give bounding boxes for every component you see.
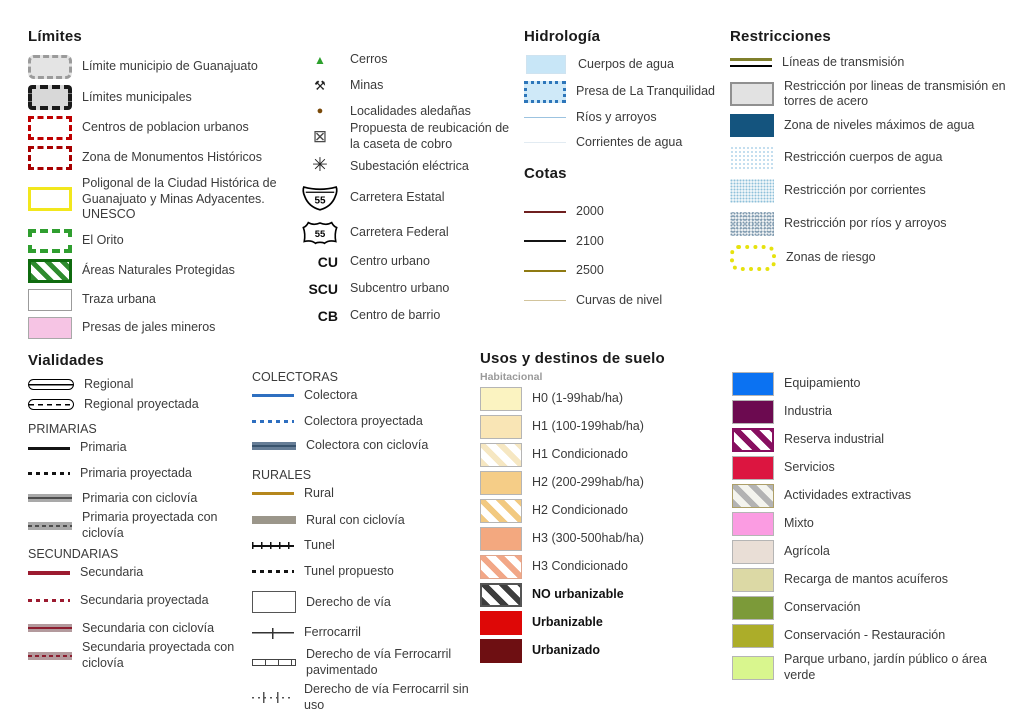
swatch-areas-naturales bbox=[28, 259, 72, 283]
legend-label: Mixto bbox=[784, 516, 814, 531]
svg-text:55: 55 bbox=[314, 195, 326, 207]
swatch-regional-proyectada bbox=[28, 399, 74, 410]
legend-item bbox=[300, 121, 520, 152]
swatch-primaria-ciclovia bbox=[28, 494, 72, 502]
legend-label: Equipamiento bbox=[784, 376, 861, 391]
section-title-hidrologia: Hidrología bbox=[524, 28, 601, 45]
swatch-curvas-nivel bbox=[524, 300, 566, 301]
legend-item bbox=[28, 466, 256, 482]
legend-item bbox=[732, 372, 1024, 396]
swatch-colectora-proyectada bbox=[252, 420, 294, 423]
legend-label: Zona de Monumentos Históricos bbox=[82, 150, 262, 165]
legend-label: Primaria proyectada bbox=[80, 465, 192, 480]
legend-label: Secundaria con ciclovía bbox=[82, 620, 215, 635]
swatch-recarga-acuiferos bbox=[732, 568, 774, 592]
legend-label: Primaria proyectada con ciclovía bbox=[82, 510, 218, 540]
legend-item bbox=[480, 443, 726, 467]
legend-item bbox=[730, 212, 1022, 236]
swatch-centros-poblacion bbox=[28, 116, 72, 140]
swatch-restriccion-torres bbox=[730, 82, 774, 106]
legend-label: Restricción por corrientes bbox=[784, 183, 926, 198]
swatch-restriccion-cuerpos bbox=[730, 146, 774, 170]
legend-label: Minas bbox=[350, 77, 384, 92]
legend-item bbox=[524, 234, 729, 250]
swatch-traza-urbana bbox=[28, 289, 72, 311]
centro-barrio-code: CB bbox=[317, 308, 338, 325]
legend-item bbox=[252, 486, 480, 502]
legend-label: Conservación - Restauración bbox=[784, 628, 946, 643]
legend-label: Subestación eléctrica bbox=[350, 158, 469, 173]
legend-label: Servicios bbox=[784, 460, 835, 475]
legend-label: Áreas Naturales Protegidas bbox=[82, 263, 235, 278]
legend-label: H2 Condicionado bbox=[532, 503, 628, 518]
legend-item bbox=[28, 176, 300, 223]
swatch-secundaria bbox=[28, 571, 70, 575]
swatch-cuerpos-agua bbox=[526, 55, 566, 74]
swatch-primaria-proyectada bbox=[28, 472, 70, 475]
legend-label: Centro de barrio bbox=[350, 308, 441, 323]
swatch-tunel bbox=[252, 542, 294, 549]
legend-label: Límites municipales bbox=[82, 89, 192, 104]
legend-label: Propuesta de reubicación de la caseta de cobro bbox=[350, 121, 510, 151]
swatch-limite-municipio bbox=[28, 55, 72, 79]
legend-label: H1 Condicionado bbox=[532, 447, 628, 462]
legend-item bbox=[732, 484, 1024, 508]
legend-label: Restricción por lineas de transmisión en torres de acero bbox=[784, 78, 1006, 109]
legend-item bbox=[730, 55, 1022, 71]
legend-item bbox=[300, 219, 520, 246]
legend-item bbox=[480, 415, 726, 439]
swatch-h1 bbox=[480, 415, 522, 439]
cerros-triangle-icon: ▲ bbox=[314, 52, 326, 67]
legend-item bbox=[28, 146, 300, 170]
legend-label: Presas de jales mineros bbox=[82, 320, 216, 335]
legend-label: Rural bbox=[304, 485, 334, 500]
legend-label: Colectora proyectada bbox=[304, 413, 423, 428]
legend-item bbox=[252, 647, 480, 678]
legend-label: Regional bbox=[84, 377, 134, 391]
section-symbols bbox=[300, 52, 520, 330]
legend-label: Urbanizado bbox=[532, 643, 601, 658]
swatch-h1-condicionado bbox=[480, 443, 522, 467]
legend-item bbox=[252, 438, 480, 454]
subheader-primarias: PRIMARIAS bbox=[28, 422, 97, 437]
swatch-h3 bbox=[480, 527, 522, 551]
swatch-h3-condicionado bbox=[480, 555, 522, 579]
legend-label: Presa de La Tranquilidad bbox=[576, 84, 715, 99]
legend-item bbox=[730, 245, 1022, 271]
legend-label: Urbanizable bbox=[532, 615, 603, 630]
legend-item bbox=[300, 281, 520, 297]
legend-label: Derecho de vía bbox=[306, 594, 391, 609]
legend-label: H0 (1-99hab/ha) bbox=[532, 391, 624, 406]
legend-item bbox=[300, 184, 520, 211]
legend-label: Agrícola bbox=[784, 544, 830, 559]
swatch-lineas-transmision bbox=[730, 58, 772, 67]
swatch-rios-arroyos bbox=[524, 117, 566, 118]
swatch-equipamiento bbox=[732, 372, 774, 396]
legend-item bbox=[480, 499, 726, 523]
legend-item bbox=[524, 204, 729, 220]
swatch-presas-jales bbox=[28, 317, 72, 339]
legend-item bbox=[732, 568, 1024, 592]
legend-item bbox=[732, 400, 1024, 424]
legend-item bbox=[28, 440, 256, 456]
legend-label: Secundaria proyectada bbox=[80, 593, 209, 607]
legend-item bbox=[28, 259, 300, 283]
legend-label: Colectora con ciclovía bbox=[306, 438, 429, 453]
subcentro-urbano-code: SCU bbox=[308, 281, 338, 298]
swatch-restriccion-corrientes bbox=[730, 179, 774, 203]
swatch-parque-urbano bbox=[732, 656, 774, 680]
section-title-usos: Usos y destinos de suelo bbox=[480, 350, 665, 367]
section-title-vialidades: Vialidades bbox=[28, 352, 104, 369]
legend-label: H3 (300-500hab/ha) bbox=[532, 531, 644, 546]
swatch-derecho-via bbox=[252, 591, 296, 613]
legend-item bbox=[524, 293, 729, 309]
legend-item bbox=[524, 135, 729, 151]
swatch-no-urbanizable bbox=[480, 583, 522, 607]
legend-label: Cuerpos de agua bbox=[578, 56, 674, 71]
legend-item bbox=[28, 621, 256, 637]
legend-item bbox=[300, 155, 520, 177]
swatch-secundaria-proyectada bbox=[28, 599, 70, 602]
legend-label: Colectora bbox=[304, 388, 358, 402]
localidad-dot-icon: ● bbox=[316, 105, 324, 118]
swatch-h2 bbox=[480, 471, 522, 495]
swatch-conservacion bbox=[732, 596, 774, 620]
swatch-urbanizable bbox=[480, 611, 522, 635]
legend-label: Primaria con ciclovía bbox=[82, 490, 198, 505]
legend-label: Industria bbox=[784, 404, 832, 419]
svg-text:55: 55 bbox=[314, 229, 326, 241]
legend-item bbox=[28, 565, 256, 581]
swatch-regional bbox=[28, 379, 74, 390]
legend-label: 2500 bbox=[576, 263, 604, 278]
legend-label: Ferrocarril bbox=[304, 625, 361, 640]
legend-label: NO urbanizable bbox=[532, 587, 624, 602]
legend-item bbox=[732, 512, 1024, 536]
swatch-cota-2100 bbox=[524, 240, 566, 242]
legend-label: Restricción por ríos y arroyos bbox=[784, 216, 947, 231]
legend-label: H2 (200-299hab/ha) bbox=[532, 475, 644, 490]
legend-label: Límite municipio de Guanajuato bbox=[82, 59, 258, 74]
legend-item bbox=[480, 611, 726, 635]
legend-label: Ríos y arroyos bbox=[576, 110, 657, 124]
legend-item bbox=[480, 555, 726, 579]
legend-item bbox=[524, 81, 729, 103]
swatch-zonas-riesgo bbox=[730, 245, 776, 271]
legend-label: Derecho de vía Ferrocarril sin uso bbox=[304, 682, 469, 712]
legend-item bbox=[732, 540, 1024, 564]
boxed-x-icon: ⊠ bbox=[312, 126, 328, 146]
legend-label: Carretera Estatal bbox=[350, 189, 445, 204]
legend-item bbox=[524, 55, 729, 74]
swatch-colectora-ciclovia bbox=[252, 442, 296, 450]
legend-item bbox=[28, 491, 256, 507]
legend-label: El Orito bbox=[82, 233, 124, 248]
swatch-ferrocarril-pavimentado bbox=[252, 659, 296, 666]
legend-label: 2000 bbox=[576, 204, 604, 218]
legend-item bbox=[730, 179, 1022, 203]
swatch-h2-condicionado bbox=[480, 499, 522, 523]
legend-label: Secundaria proyectada con ciclovía bbox=[82, 640, 235, 670]
legend-label: Regional proyectada bbox=[84, 396, 199, 411]
swatch-secundaria-ciclovia bbox=[28, 624, 72, 632]
legend-label: Parque urbano, jardín público o área verde bbox=[784, 652, 987, 682]
legend-item bbox=[28, 229, 300, 253]
legend-item bbox=[732, 652, 1024, 683]
legend-item bbox=[28, 85, 300, 110]
legend-label: Rural con ciclovía bbox=[306, 512, 405, 527]
swatch-secundaria-proyectada-ciclovia bbox=[28, 652, 72, 660]
section-hidrologia bbox=[524, 28, 729, 156]
swatch-presa-tranquilidad bbox=[524, 81, 566, 103]
legend-item bbox=[300, 78, 520, 94]
legend-label: Líneas de transmisión bbox=[782, 55, 905, 69]
legend-label: Curvas de nivel bbox=[576, 292, 663, 307]
swatch-rural-ciclovia bbox=[252, 516, 296, 524]
swatch-conservacion-restauracion bbox=[732, 624, 774, 648]
swatch-colectora bbox=[252, 394, 294, 397]
legend-item bbox=[252, 625, 480, 641]
subheader-colectoras: COLECTORAS bbox=[252, 370, 338, 384]
legend-item bbox=[300, 52, 520, 68]
legend-item bbox=[524, 263, 729, 279]
legend-label: Reserva industrial bbox=[784, 432, 885, 447]
legend-item bbox=[252, 591, 480, 613]
legend-item bbox=[252, 414, 480, 430]
subheader-secundarias: SECUNDARIAS bbox=[28, 547, 119, 562]
legend-item bbox=[732, 456, 1024, 480]
legend-item bbox=[252, 388, 480, 404]
swatch-poligonal-unesco bbox=[28, 187, 72, 211]
swatch-actividades-extractivas bbox=[732, 484, 774, 508]
swatch-tunel-propuesto bbox=[252, 570, 294, 573]
legend-item bbox=[28, 510, 256, 541]
legend-label: Subcentro urbano bbox=[350, 281, 450, 296]
swatch-agricola bbox=[732, 540, 774, 564]
legend-label: Tunel propuesto bbox=[304, 563, 394, 578]
legend-label: Restricción cuerpos de agua bbox=[784, 150, 943, 165]
swatch-corrientes-agua bbox=[524, 142, 566, 143]
minas-hammer-pick-icon: ⚒ bbox=[314, 77, 326, 93]
legend-item bbox=[28, 289, 300, 311]
legend-item bbox=[28, 397, 256, 413]
state-highway-shield-icon bbox=[300, 184, 340, 211]
legend-label: Derecho de vía Ferrocarril pavimentado bbox=[306, 647, 452, 677]
federal-highway-shield-icon bbox=[300, 219, 340, 246]
section-limites bbox=[28, 28, 300, 345]
legend-label: Tunel bbox=[304, 538, 335, 553]
legend-item bbox=[28, 55, 300, 79]
legend-item bbox=[732, 596, 1024, 620]
legend-item bbox=[730, 146, 1022, 170]
legend-item bbox=[252, 513, 480, 529]
section-restricciones bbox=[730, 28, 1022, 277]
swatch-servicios bbox=[732, 456, 774, 480]
legend-label: Centros de poblacion urbanos bbox=[82, 120, 249, 135]
legend-label: Primaria bbox=[80, 440, 127, 455]
section-vialidades bbox=[28, 352, 256, 678]
legend-item bbox=[524, 110, 729, 126]
swatch-mixto bbox=[732, 512, 774, 536]
swatch-rural bbox=[252, 492, 294, 495]
legend-item bbox=[252, 564, 480, 580]
legend-label: H1 (100-199hab/ha) bbox=[532, 419, 644, 434]
subheader-rurales: RURALES bbox=[252, 467, 312, 482]
legend-item bbox=[28, 593, 256, 609]
swatch-ferrocarril-sin-uso bbox=[252, 692, 294, 703]
legend-item bbox=[28, 640, 256, 671]
swatch-industria bbox=[732, 400, 774, 424]
legend-label: Zona de niveles máximos de agua bbox=[784, 117, 975, 132]
legend-label: H3 Condicionado bbox=[532, 559, 628, 574]
legend-item bbox=[252, 538, 480, 554]
legend-item bbox=[300, 104, 520, 120]
legend-label: Actividades extractivas bbox=[784, 488, 912, 503]
swatch-niveles-maximos bbox=[730, 114, 774, 137]
legend-label: Cerros bbox=[350, 52, 388, 66]
substation-star-icon: ✳ bbox=[312, 155, 328, 177]
swatch-cota-2500 bbox=[524, 270, 566, 272]
legend-item bbox=[300, 308, 520, 324]
swatch-limites-municipales bbox=[28, 85, 72, 110]
section-usos bbox=[480, 350, 726, 667]
swatch-restriccion-rios bbox=[730, 212, 774, 236]
section-title-cotas: Cotas bbox=[524, 165, 567, 182]
swatch-zona-monumentos bbox=[28, 146, 72, 170]
legend-item bbox=[480, 387, 726, 411]
legend-item bbox=[732, 624, 1024, 648]
legend-label: Recarga de mantos acuíferos bbox=[784, 572, 948, 587]
swatch-el-orito bbox=[28, 229, 72, 253]
centro-urbano-code: CU bbox=[317, 254, 338, 271]
legend-item bbox=[732, 428, 1024, 452]
section-title-restricciones: Restricciones bbox=[730, 28, 831, 45]
legend-item bbox=[480, 583, 726, 607]
legend-label: Localidades aledañas bbox=[350, 103, 471, 118]
section-usos-derecha bbox=[732, 372, 1024, 687]
legend-item bbox=[300, 254, 520, 270]
legend-item bbox=[28, 317, 300, 339]
legend-item bbox=[480, 639, 726, 663]
legend-label: Conservación bbox=[784, 600, 861, 615]
swatch-reserva-industrial bbox=[732, 428, 774, 452]
legend-item bbox=[252, 682, 480, 713]
subheader-habitacional: Habitacional bbox=[480, 371, 543, 383]
swatch-urbanizado bbox=[480, 639, 522, 663]
section-title-limites: Límites bbox=[28, 28, 82, 45]
legend-item bbox=[28, 116, 300, 140]
section-cotas bbox=[524, 165, 729, 315]
legend-label: Centro urbano bbox=[350, 254, 430, 269]
legend-item bbox=[480, 471, 726, 495]
swatch-primaria-proyectada-ciclovia bbox=[28, 522, 72, 530]
legend-label: 2100 bbox=[576, 233, 604, 248]
legend-item bbox=[730, 79, 1022, 110]
legend-label: Traza urbana bbox=[82, 292, 156, 307]
legend-label: Carretera Federal bbox=[350, 224, 449, 239]
section-colectoras bbox=[252, 370, 480, 720]
swatch-cota-2000 bbox=[524, 211, 566, 213]
swatch-ferrocarril bbox=[252, 628, 294, 639]
legend-item bbox=[730, 114, 1022, 137]
legend-label: Zonas de riesgo bbox=[786, 250, 876, 265]
legend-label: Secundaria bbox=[80, 565, 144, 580]
legend-item bbox=[28, 377, 256, 393]
legend-label: Poligonal de la Ciudad Histórica de Guanajuato y Minas Adyacentes. UNESCO bbox=[82, 176, 277, 222]
swatch-h0 bbox=[480, 387, 522, 411]
legend-item bbox=[480, 527, 726, 551]
swatch-primaria bbox=[28, 447, 70, 450]
legend-label: Corrientes de agua bbox=[576, 134, 683, 149]
